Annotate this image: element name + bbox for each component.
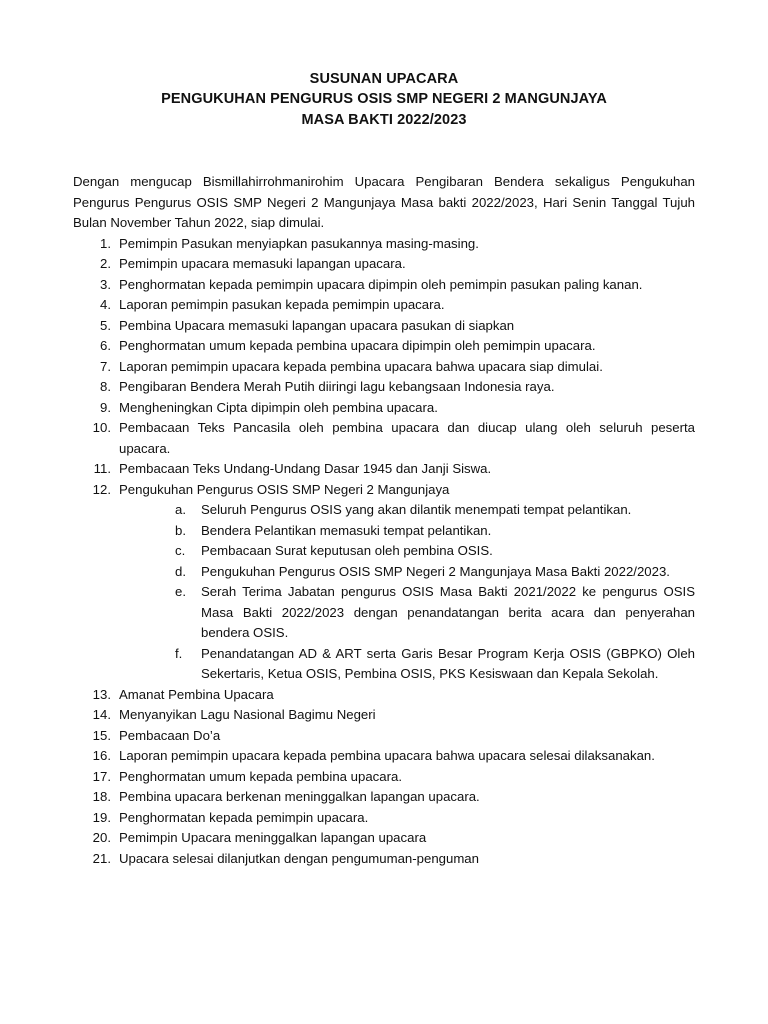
title-line-1: SUSUNAN UPACARA: [309, 71, 459, 87]
list-item: [73, 418, 695, 459]
sub-item-letter: d.: [175, 563, 186, 579]
list-item: [73, 746, 695, 767]
sub-item-letter: c.: [175, 543, 186, 558]
list-item: [73, 316, 695, 337]
list-item: [73, 275, 695, 296]
item-number: 1.: [100, 235, 111, 251]
item-text: Menyanyikan Lagu Nasional Bagimu Negeri: [119, 707, 376, 722]
item-text: Pembacaan Teks Undang-Undang Dasar 1945 dan Janji Siswa.: [119, 461, 492, 476]
item-number: 17.: [92, 768, 111, 784]
ceremony-list: [73, 234, 695, 870]
list-item: [73, 849, 695, 870]
list-item: [73, 459, 695, 480]
list-item: [73, 336, 695, 357]
list-item: [73, 787, 695, 808]
list-item: [73, 377, 695, 398]
sub-item-letter: e.: [175, 584, 186, 599]
item-text: Pembacaan Teks Pancasila oleh pembina upacara dan diucap ulang oleh seluruh peserta upacara.: [119, 420, 695, 456]
item-text: Pengukuhan Pengurus OSIS SMP Negeri 2 Mangunjaya: [119, 481, 450, 497]
item-text: Amanat Pembina Upacara: [119, 686, 274, 702]
list-item: [73, 398, 695, 419]
item-number: 21.: [92, 850, 111, 866]
item-number: 12.: [92, 481, 111, 497]
item-number: 3.: [100, 276, 111, 292]
item-text: Penghormatan kepada pemimpin upacara.: [119, 809, 369, 825]
item-number: 19.: [92, 809, 111, 825]
title-line-3: MASA BAKTI 2022/2023: [301, 111, 467, 128]
list-item: [73, 808, 695, 829]
item-text: Penghormatan umum kepada pembina upacara dipimpin oleh pemimpin upacara.: [119, 338, 596, 353]
item-number: 8.: [100, 379, 111, 394]
sub-item-text: Serah Terima Jabatan pengurus OSIS Masa Bakti 2021/2022 ke pengurus OSIS Masa Bakti 2022/2023 dengan penandatangan berita acara dan penyerahan bendera OSIS.: [201, 584, 695, 640]
sub-list-item: [119, 521, 695, 542]
sub-item-text: Seluruh Pengurus OSIS yang akan dilantik menempati tempat pelantikan.: [201, 502, 632, 517]
sub-list: [119, 500, 695, 685]
item-number: 10.: [92, 420, 111, 435]
list-item: [73, 828, 695, 849]
sub-list-item: [119, 562, 695, 583]
item-text: Pembacaan Do’a: [119, 727, 221, 743]
item-text: Pemimpin upacara memasuki lapangan upacara.: [119, 256, 406, 271]
item-text: Pembina Upacara memasuki lapangan upacara pasukan di siapkan: [119, 317, 515, 333]
list-item: [73, 480, 695, 685]
sub-item-letter: f.: [175, 645, 183, 661]
item-number: 18.: [92, 789, 111, 804]
sub-item-text: Pengukuhan Pengurus OSIS SMP Negeri 2 Mangunjaya Masa Bakti 2022/2023.: [201, 563, 670, 579]
sub-list-item: [119, 541, 695, 562]
item-number: 16.: [92, 748, 111, 763]
title-line-2: PENGUKUHAN PENGURUS OSIS SMP NEGERI 2 MANGUNJAYA: [161, 91, 607, 108]
sub-item-letter: b.: [175, 522, 186, 538]
sub-list-item: [119, 644, 695, 685]
item-number: 13.: [92, 686, 111, 702]
sub-item-text: Bendera Pelantikan memasuki tempat pelantikan.: [201, 522, 492, 538]
item-text: Penghormatan kepada pemimpin upacara dipimpin oleh pemimpin pasukan paling kanan.: [119, 276, 643, 292]
list-item: [73, 726, 695, 747]
item-number: 4.: [100, 297, 111, 312]
item-number: 2.: [100, 256, 111, 271]
sub-list-item: [119, 582, 695, 644]
list-item: [73, 357, 695, 378]
document-title: [0, 69, 768, 130]
list-item: [73, 254, 695, 275]
list-item: [73, 685, 695, 706]
item-number: 7.: [100, 358, 111, 374]
item-text: Laporan pemimpin pasukan kepada pemimpin upacara.: [119, 297, 445, 312]
item-number: 14.: [92, 707, 111, 722]
item-text: Upacara selesai dilanjutkan dengan pengumuman-penguman: [119, 850, 479, 866]
item-text: Mengheningkan Cipta dipimpin oleh pembina upacara.: [119, 399, 438, 415]
document-body: [73, 172, 695, 869]
list-item: [73, 234, 695, 255]
item-text: Pemimpin Upacara meninggalkan lapangan upacara: [119, 830, 427, 845]
list-item: [73, 767, 695, 788]
item-number: 11.: [93, 461, 111, 476]
item-number: 20.: [92, 830, 111, 845]
item-text: Pengibaran Bendera Merah Putih diiringi lagu kebangsaan Indonesia raya.: [119, 379, 555, 394]
item-text: Laporan pemimpin upacara kepada pembina upacara bahwa upacara siap dimulai.: [119, 358, 603, 374]
list-item: [73, 295, 695, 316]
sub-item-letter: a.: [175, 502, 186, 517]
intro-paragraph: Dengan mengucap Bismillahirrohmanirohim Upacara Pengibaran Bendera sekaligus Pengukuhan Pengurus Pengurus OSIS SMP Negeri 2 Mangunjaya Masa bakti 2022/2023, Hari Senin Tanggal Tujuh Bulan November Tahun 2022, siap dimulai.: [73, 174, 695, 230]
item-number: 5.: [100, 317, 111, 333]
item-number: 9.: [100, 399, 111, 415]
item-number: 15.: [92, 727, 111, 743]
list-item: [73, 705, 695, 726]
sub-item-text: Pembacaan Surat keputusan oleh pembina OSIS.: [201, 543, 493, 558]
item-text: Laporan pemimpin upacara kepada pembina upacara bahwa upacara selesai dilaksanakan.: [119, 748, 655, 763]
item-text: Penghormatan umum kepada pembina upacara.: [119, 768, 402, 784]
item-number: 6.: [100, 338, 111, 353]
sub-list-item: [119, 500, 695, 521]
item-text: Pemimpin Pasukan menyiapkan pasukannya masing-masing.: [119, 235, 479, 251]
sub-item-text: Penandatangan AD & ART serta Garis Besar Program Kerja OSIS (GBPKO) Oleh Sekertaris, Ketua OSIS, Pembina OSIS, PKS Kesiswaan dan Kepala Sekolah.: [201, 645, 695, 681]
item-text: Pembina upacara berkenan meninggalkan lapangan upacara.: [119, 789, 480, 804]
